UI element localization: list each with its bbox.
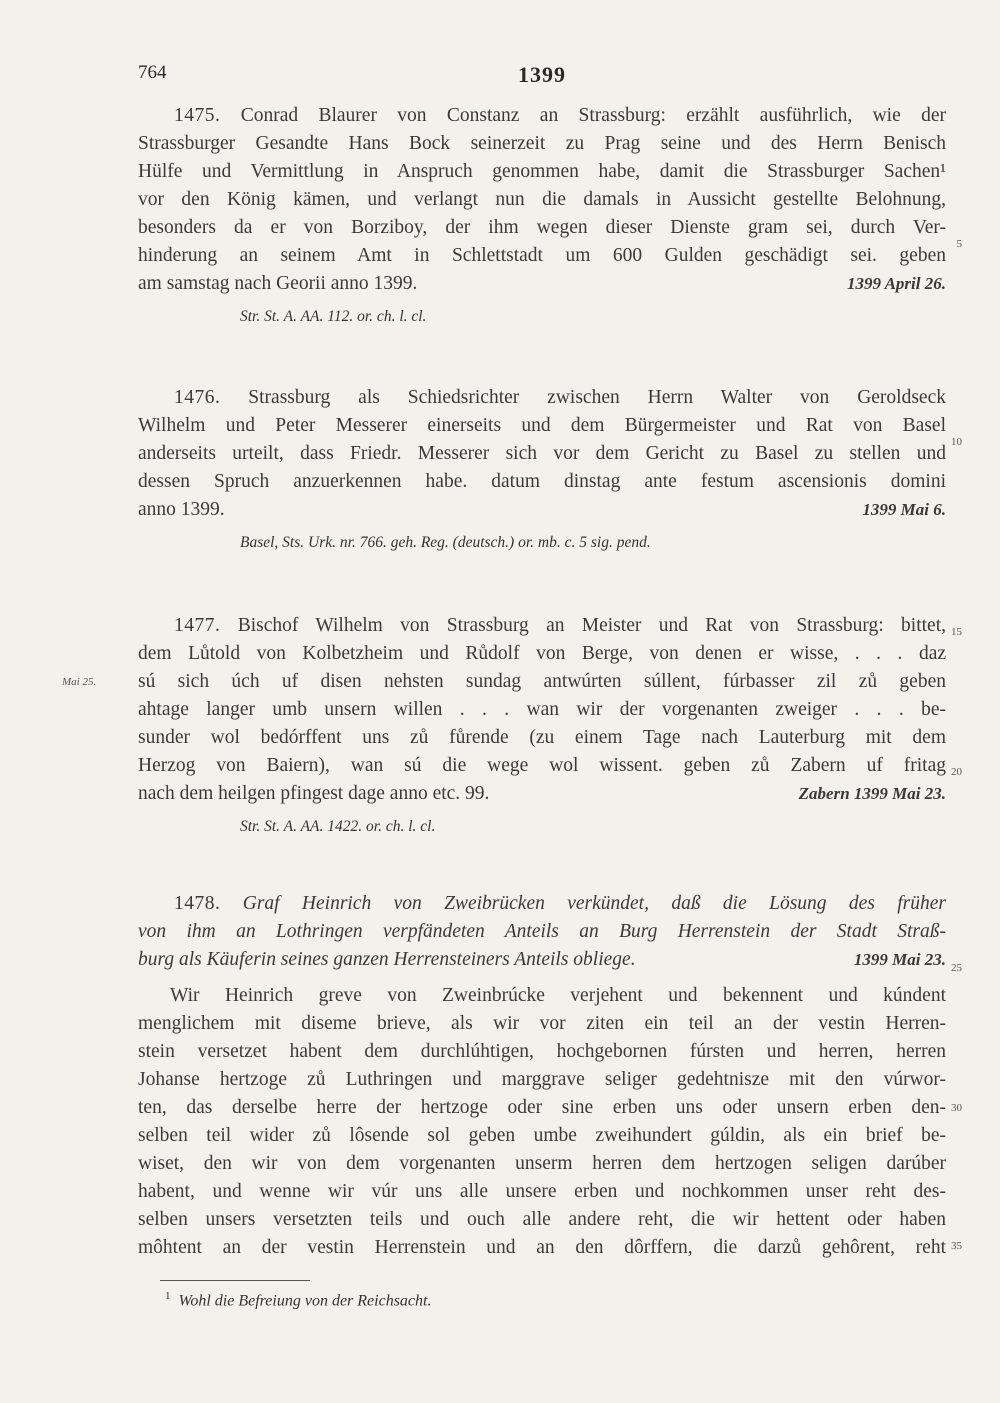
- entry-line: sunder wol bedórffent uns zů fůrende (zu einem Tage nach Lauterburg mit dem: [138, 727, 946, 748]
- entry-title-line: 1478. Graf Heinrich von Zweibrücken verkündet, daß die Lösung des früher: [174, 893, 946, 914]
- text-line: menglichem mit diseme brieve, als wir vor ziten ein teil an der vestin Herren-: [138, 1013, 946, 1034]
- text-line: wiset, den wir von dem vorgenanten unserm herren dem hertzogen seligen darúber: [138, 1153, 946, 1174]
- footnote-marker: 1: [165, 1290, 171, 1302]
- entry-title-line: von ihm an Lothringen verpfändeten Anteils an Burg Herrenstein der Stadt Straß-: [138, 921, 946, 942]
- entry-line: ahtage langer umb unsern willen . . . wan wir der vorgenanten zweiger . . . be-: [138, 699, 946, 720]
- entry-line: 1476. Strassburg als Schiedsrichter zwischen Herrn Walter von Geroldseck: [174, 387, 946, 408]
- entry-date: Zabern 1399 Mai 23.: [798, 784, 946, 803]
- entry-1475: [138, 102, 946, 330]
- entry-source: Str. St. A. AA. 1422. or. ch. l. cl.: [240, 818, 436, 835]
- line-number: 35: [951, 1240, 962, 1252]
- margin-note: Mai 25.: [62, 676, 97, 688]
- entry-source: Basel, Sts. Urk. nr. 766. geh. Reg. (deutsch.) or. mb. c. 5 sig. pend.: [240, 534, 651, 551]
- text-line: selben unsers versetzten teils und ouch alle andere reht, die wir hettent oder haben: [138, 1209, 946, 1230]
- footnote: [165, 1290, 431, 1310]
- entry-title: [138, 890, 946, 974]
- entry-line: besonders da er von Borziboy, der ihm wegen dieser Dienste gram sei, durch Ver-: [138, 217, 946, 238]
- entry-date: 1399 Mai 23.: [853, 950, 946, 969]
- entry-line: 1477. Bischof Wilhelm von Strassburg an Meister und Rat von Strassburg: bittet,: [174, 615, 947, 636]
- line-number: 15: [951, 626, 962, 638]
- text-line: stein versetzet habent dem durchlúhtigen, hochgebornen fúrsten und herren, herren: [138, 1041, 946, 1062]
- entry-date: 1399 Mai 6.: [862, 500, 946, 519]
- entry-line: anderseits urteilt, dass Friedr. Messerer sich vor dem Gericht zu Basel zu stellen und: [138, 443, 946, 464]
- text-line: ten, das derselbe herre der hertzoge oder sine erben uns oder unsern erben den-: [138, 1097, 946, 1118]
- text-line: Wir Heinrich greve von Zweinbrúcke verjehent und bekennent und kúndent: [170, 985, 946, 1006]
- entry-line: dem Lůtold von Kolbetzheim und Růdolf von Berge, von denen er wisse, . . . daz: [138, 643, 946, 664]
- entry-1478: [138, 890, 946, 1262]
- line-number: 5: [956, 238, 962, 250]
- text-line: Johanse hertzoge zů Luthringen und marggrave seliger gedehtnisze mit den vúrwor-: [138, 1069, 946, 1090]
- entry-1477: [138, 612, 946, 840]
- entry-line: Strassburger Gesandte Hans Bock seinerzeit zu Prag seine und des Herrn Benisch: [138, 133, 946, 154]
- entry-line: 1475. Conrad Blaurer von Constanz an Strassburg: erzählt ausführlich, wie der: [174, 105, 946, 126]
- page-header: [138, 62, 946, 92]
- entry-1476: [138, 384, 946, 556]
- entry-title-line-dated: burg als Käuferin seines ganzen Herrensteiners Anteils obliege. 1399 Mai 23.: [138, 946, 946, 974]
- entry-number: 1477.: [174, 615, 221, 636]
- line-number: 30: [951, 1102, 962, 1114]
- line-number: 25: [951, 962, 962, 974]
- line-number: 10: [951, 436, 962, 448]
- footnote-text: Wohl die Befreiung von der Reichsacht.: [178, 1292, 432, 1310]
- entry-line-dated: am samstag nach Georii anno 1399. 1399 April 26.: [138, 270, 946, 298]
- text-line: selben teil wider zů lôsende sol geben umbe zweihundert gúldin, als ein brief be-: [138, 1125, 946, 1146]
- entry-line: dessen Spruch anzuerkennen habe. datum dinstag ante festum ascensionis domini: [138, 471, 946, 492]
- text-line: môhtent an der vestin Herrenstein und an den dôrffern, die darzů gehôrent, reht: [138, 1237, 946, 1258]
- entry-source: Str. St. A. AA. 112. or. ch. l. cl.: [240, 308, 427, 325]
- entry-line: hinderung an seinem Amt in Schlettstadt um 600 Gulden geschädigt sei. geben: [138, 245, 946, 266]
- entry-number: 1475.: [174, 105, 221, 126]
- entry-line: Herzog von Baiern), wan sú die wege wol wissent. geben zů Zabern uf fritag: [138, 755, 946, 776]
- running-year: 1399: [518, 62, 566, 87]
- document-text: [138, 982, 946, 1262]
- line-number: 20: [951, 766, 962, 778]
- text-line: habent, und wenne wir vúr uns alle unsere erben und nochkommen unser reht des-: [138, 1181, 946, 1202]
- entry-line-dated: anno 1399. 1399 Mai 6.: [138, 496, 946, 524]
- entry-line: sú sich úch uf disen nehsten sundag antwúrten súllent, fúrbasser zil zů geben: [138, 671, 946, 692]
- footnote-rule: [160, 1280, 310, 1281]
- entry-line: Hülfe und Vermittlung in Anspruch genommen habe, damit die Strassburger Sachen¹: [138, 161, 946, 182]
- entry-date: 1399 April 26.: [846, 274, 946, 293]
- entry-line-dated: nach dem heilgen pfingest dage anno etc. 99. Zabern 1399 Mai 23.: [138, 780, 946, 808]
- entry-line: Wilhelm und Peter Messerer einerseits und dem Bürgermeister und Rat von Basel: [138, 415, 946, 436]
- entry-number: 1478.: [174, 893, 221, 914]
- page-number: 764: [138, 62, 167, 83]
- entry-number: 1476.: [174, 387, 221, 408]
- entry-line: vor den König kämen, und verlangt nun die damals in Aussicht gestellte Belohnung,: [138, 189, 946, 210]
